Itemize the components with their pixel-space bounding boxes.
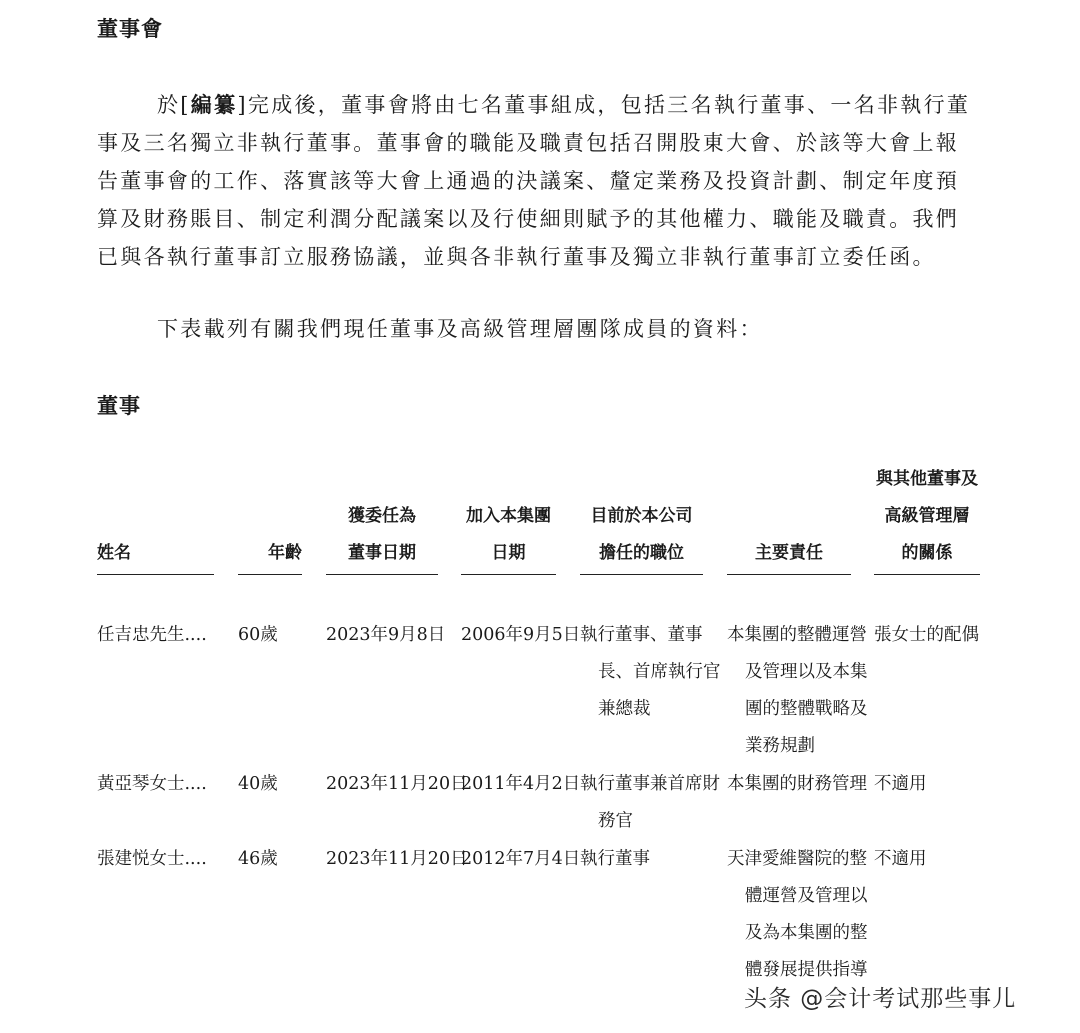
col-header-position: 目前於本公司 擔任的職位 — [580, 458, 703, 575]
section-heading-board: 董事會 — [97, 17, 163, 41]
watermark: 头条 @会计考试那些事儿 — [744, 986, 1017, 1012]
cell-responsibility: 本集團的整體運營 及管理以及本集 團的整體戰略及 業務規劃 — [727, 625, 868, 756]
cell-appointed: 2023年9月8日 — [326, 625, 446, 645]
cell-age: 40歲 — [238, 774, 278, 794]
cell-age: 46歲 — [238, 849, 278, 869]
cell-relationship: 張女士的配偶 — [874, 625, 979, 645]
cell-relationship: 不適用 — [874, 849, 927, 869]
cell-position: 執行董事兼首席財 務官 — [580, 774, 720, 831]
section-heading-directors: 董事 — [97, 394, 141, 418]
para1-prefix: 於[ — [157, 93, 191, 117]
cell-position: 執行董事、董事 長、首席執行官 兼總裁 — [580, 625, 721, 719]
redaction-tag: 編纂 — [190, 93, 238, 117]
table-intro-paragraph: 下表載列有關我們現任董事及高級管理層團隊成員的資料： — [157, 317, 763, 341]
cell-position: 執行董事 — [580, 849, 650, 869]
para1-body: ]完成後，董事會將由七名董事組成，包括三名執行董事、一名非執行董事及三名獨立非執行董事。董事會的職能及職責包括召開股東大會、於該等大會上報告董事會的工作、落實該等大會上通過的決議案、釐定業務及投資計劃、制定年度預算及財務賬目、制定利潤分配議案以及行使細則賦予的其他權力、職能及職責。我們已與各執行董事訂立服務協議，並與各非執行董事及獨立非執行董事訂立委任函。 — [97, 93, 971, 269]
cell-appointed: 2023年11月20日 — [326, 774, 468, 794]
cell-name: 張建悦女士.... — [97, 849, 207, 869]
cell-age: 60歲 — [238, 625, 278, 645]
col-header-appointed-date: 獲委任為 董事日期 — [326, 458, 438, 575]
cell-joined: 2012年7月4日 — [461, 849, 581, 869]
cell-responsibility: 本集團的財務管理 — [727, 774, 867, 794]
cell-name: 任吉忠先生.... — [97, 625, 207, 645]
cell-joined: 2011年4月2日 — [461, 774, 581, 794]
col-header-age: 年齡 — [238, 458, 302, 575]
col-header-joined-date: 加入本集團 日期 — [461, 458, 556, 575]
col-header-relationship: 與其他董事及 高級管理層 的關係 — [874, 421, 980, 575]
cell-relationship: 不適用 — [874, 774, 927, 794]
col-header-name: 姓名 — [97, 458, 214, 575]
board-composition-paragraph — [97, 86, 982, 276]
cell-appointed: 2023年11月20日 — [326, 849, 468, 869]
col-header-responsibility: 主要責任 — [727, 458, 851, 575]
cell-name: 黃亞琴女士.... — [97, 774, 207, 794]
cell-joined: 2006年9月5日 — [461, 625, 581, 645]
cell-responsibility: 天津愛維醫院的整 體運營及管理以 及為本集團的整 體發展提供指導 — [727, 849, 868, 980]
